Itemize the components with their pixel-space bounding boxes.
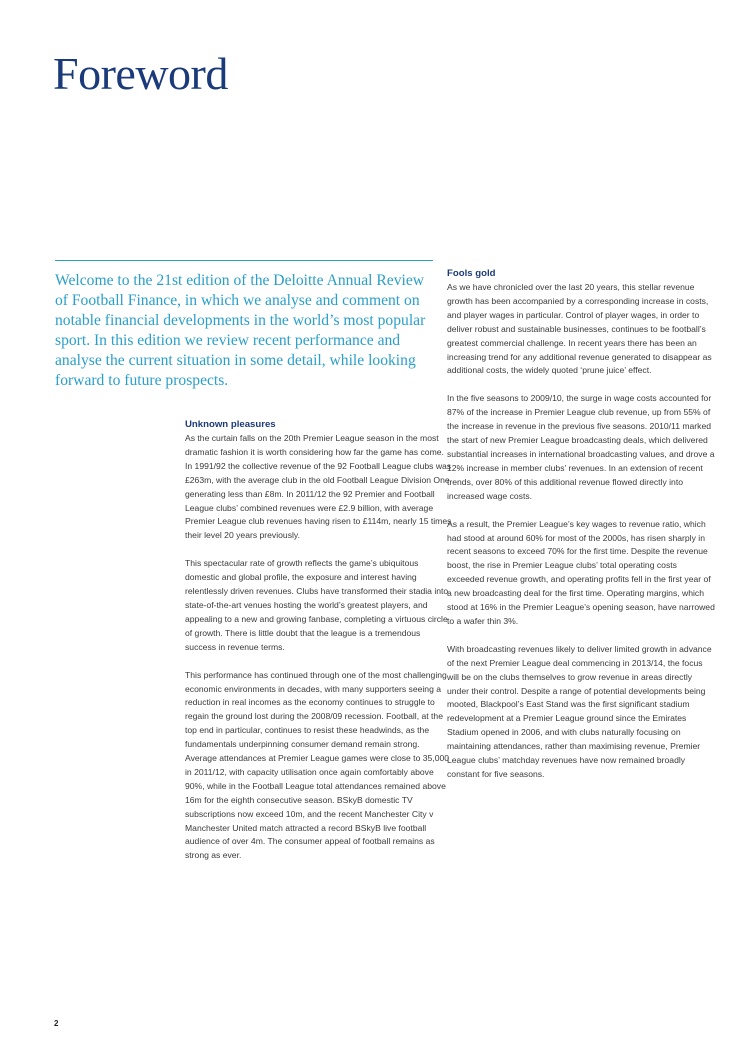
- body-paragraph: This spectacular rate of growth reflects the game’s ubiquitous domestic and global profile, the exposure and interest having relentlessly driven revenues. Clubs have transformed their stadia into state-of-the-art venues hosting the world’s greatest players, and appealing to a new and growing fanbase, completing a virtuous circle of growth. There is little doubt that the league is a tremendous success in revenue terms.: [185, 558, 449, 652]
- intro-block: [55, 271, 435, 391]
- section-heading: Unknown pleasures: [185, 419, 276, 430]
- body-paragraph: As the curtain falls on the 20th Premier League season in the most dramatic fashion it is worth considering how far the game has come. In 1991/92 the collective revenue of the 92 Football League clubs was £263m, with the average club in the old Football League Division One generating less than £8m. In 2011/12 the 92 Premier and Football League clubs’ combined revenues were £2.9 billion, with average Premier League club revenues having risen to £114m, nearly 15 times their level 20 years previously.: [185, 433, 452, 541]
- column-unknown-pleasures: [185, 418, 453, 877]
- intro-divider: [55, 260, 433, 261]
- column-fools-gold: [447, 267, 715, 796]
- body-paragraph: As we have chronicled over the last 20 years, this stellar revenue growth has been accompanied by a corresponding increase in costs, and player wages in particular. Control of player wages, in order to deliver robust and sustainable businesses, continues to be football’s greatest commercial challenge. In recent years there has been an increasing trend for any additional revenue generated to disappear as additional costs, the widely quoted ‘prune juice’ effect.: [447, 282, 712, 376]
- page-number: 2: [54, 1019, 59, 1028]
- body-paragraph: With broadcasting revenues likely to deliver limited growth in advance of the next Premier League deal commencing in 2013/14, the focus will be on the clubs themselves to grow revenue in areas directly under their control. Despite a range of potential developments being mooted, Blackpool’s East Stand was the first significant stadium redevelopment at a Premier League ground since the Emirates Stadium opened in 2006, and with clubs naturally focusing on maintaining attendances, rather than maximising revenue, Premier League clubs’ matchday revenues have now remained broadly constant for five seasons.: [447, 643, 712, 779]
- page-title: Foreword: [53, 48, 228, 99]
- intro-text: Welcome to the 21st edition of the Deloitte Annual Review of Football Finance, in which we analyse and comment on notable financial developments in the world’s most popular sport. In this edition we review recent performance and analyse the current situation in some detail, while looking forward to future prospects.: [55, 272, 426, 389]
- body-paragraph: This performance has continued through one of the most challenging economic environments in decades, with many supporters seeing a reduction in real incomes as the economy continues to struggle to regain the ground lost during the 2008/09 recession. Football, at the top end in particular, continues to resist these headwinds, as the fundamentals underpinning consumer demand remain strong. Average attendances at Premier League games were close to 35,000 in 2011/12, with capacity utilisation once again comfortably above 90%, while in the Football League total attendances remained above 16m for the eighth consecutive season. BSkyB domestic TV subscriptions now exceed 10m, and the recent Manchester City v Manchester United match attracted a record BSkyB live football audience of over 4m. The consumer appeal of football remains as strong as ever.: [185, 669, 450, 861]
- body-paragraph: In the five seasons to 2009/10, the surge in wage costs accounted for 87% of the increase in Premier League club revenue, up from 55% of the increase in revenue in the previous five seasons. 2010/11 marked the start of new Premier League broadcasting deals, which delivered substantial increases in international broadcasting values, and drove a 12% increase in member clubs’ revenues. In an extension of recent trends, over 80% of this additional revenue flowed directly into increased wage costs.: [447, 393, 715, 501]
- body-paragraph: As a result, the Premier League’s key wages to revenue ratio, which had stood at around 60% for most of the 2000s, has risen sharply in recent seasons to exceed 70% for the first time. Despite the revenue boost, the rise in Premier League clubs’ total operating costs exceeded revenue growth, and operating profits fell in the first year of a new broadcasting deal for the first time. Operating margins, which stood at 16% in the Premier League’s opening season, have narrowed to a wafer thin 3%.: [447, 518, 715, 626]
- section-heading: Fools gold: [447, 268, 496, 279]
